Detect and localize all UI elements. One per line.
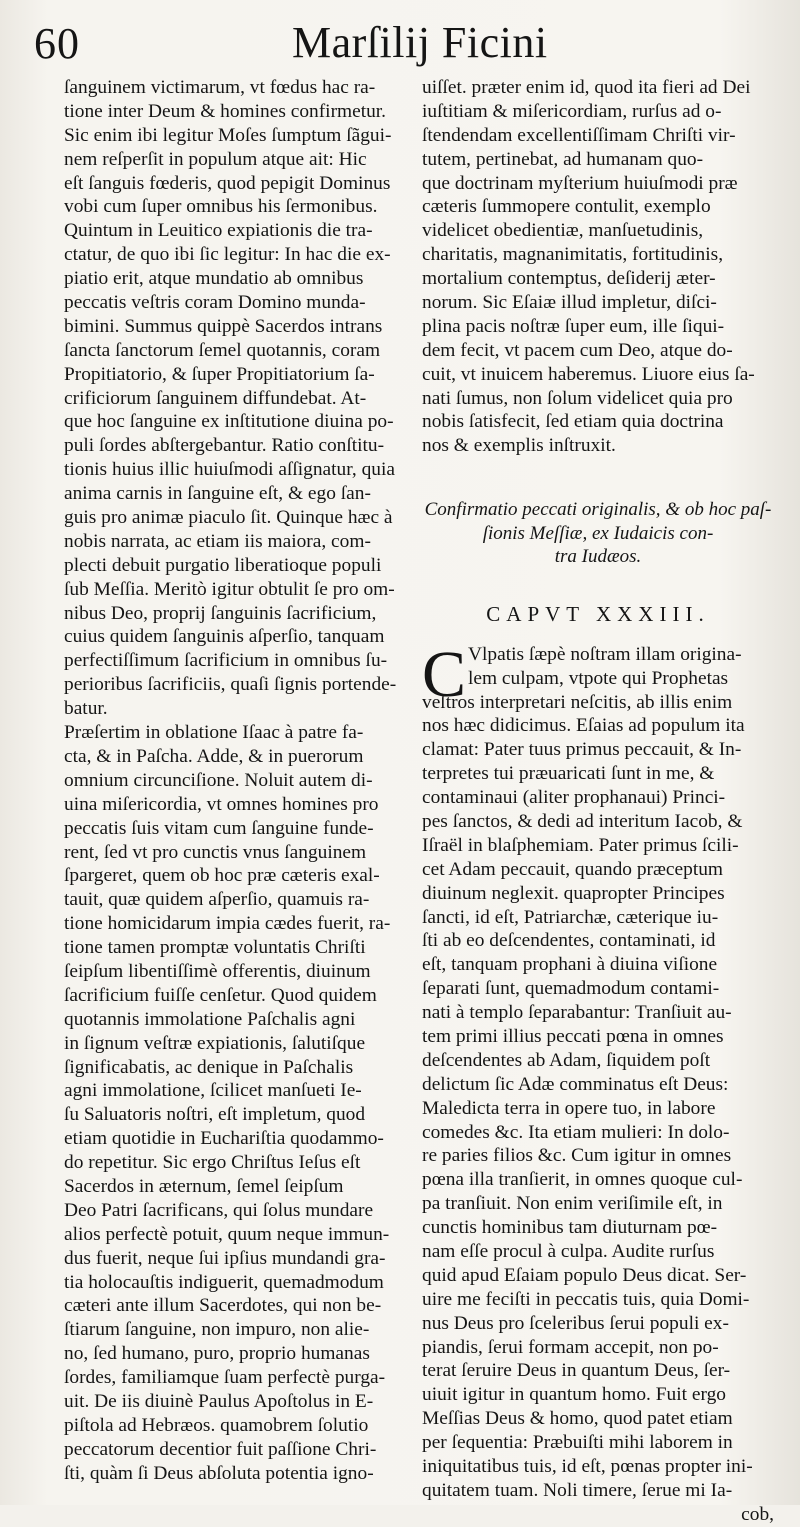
chapter-caption: [422, 498, 774, 569]
text-line: uire me feciſti in peccatis tuis, quia Domi-: [422, 1288, 750, 1310]
text-line: deſcendentes ab Adam, ſiquidem poſt: [422, 1049, 711, 1071]
text-line: tutem, pertinebat, ad humanam quo-: [422, 148, 704, 170]
text-line: ſeparati ſunt, quemadmodum contami-: [422, 978, 720, 1000]
text-line: nos hæc didicimus. Eſaias ad populum ita: [422, 715, 745, 737]
text-line: peccatorum decentior fuit paſſione Chri-: [64, 1438, 377, 1460]
text-line: Quintum in Leuitico expiationis die tra-: [64, 220, 373, 242]
text-line: tione tamen promptæ voluntatis Chriſti: [64, 937, 366, 959]
text-line: pœna illa tranſierit, in omnes quoque cul-: [422, 1169, 743, 1191]
text-line: uiſſet. præter enim id, quod ita fieri ad Dei: [422, 77, 751, 98]
text-line: ſtiarum ſanguine, non impuro, non alie-: [64, 1319, 370, 1341]
text-line: ſpargeret, quem ob hoc præ cæteris exal-: [64, 865, 380, 887]
text-line: mortalium contemptus, deſiderij æter-: [422, 268, 716, 290]
text-line: que hoc ſanguine ex inſtitutione diuina po-: [64, 411, 394, 433]
text-line: nati ſumus, non ſolum videlicet quia pro: [422, 387, 733, 409]
text-line: quotannis immolatione Paſchalis agni: [64, 1008, 356, 1030]
text-line: Sic enim ibi legitur Moſes ſumptum ſãgui-: [64, 124, 392, 146]
text-line: que doctrinam myſterium huiuſmodi præ: [422, 172, 738, 194]
text-line: Præſertim in oblatione Iſaac à patre fa-: [64, 722, 364, 744]
text-line: do repetitur. Sic ergo Chriſtus Ieſus eſt: [64, 1152, 361, 1174]
text-line: Meſſias Deus & homo, quod patet etiam: [422, 1408, 733, 1430]
page-number: 60: [34, 19, 80, 68]
text-line: nati à templo ſeparabantur: Tranſiuit au-: [422, 1002, 732, 1024]
text-line: nobis ſatisfecit, ſed etiam quia doctrina: [422, 411, 724, 433]
text-line: batur.: [64, 698, 108, 720]
text-line: norum. Sic Eſaiæ illud impletur, diſci-: [422, 292, 717, 314]
drop-cap: C: [422, 637, 467, 711]
text-line: tionis huius illic huiuſmodi aſſignatur, quia: [64, 459, 395, 481]
text-line: ctatur, de quo ibi ſic legitur: In hac die ex-: [64, 244, 391, 266]
text-line: iuſtitiam & miſericordiam, rurſus ad o-: [422, 100, 722, 122]
text-line: terpretes tui præuaricati ſunt in me, &: [422, 763, 715, 785]
text-line: piandis, ſerui formam accepit, non po-: [422, 1336, 719, 1358]
text-line: pes ſanctos, & dedi ad interitum Iacob, &: [422, 810, 743, 832]
text-line: tia holocauſtis indiguerit, quemadmodum: [64, 1271, 384, 1293]
text-line: ſanguinem victimarum, vt fœdus hac ra-: [64, 77, 376, 98]
text-line: peccatis ſuis vitam cum ſanguine funde-: [64, 817, 374, 839]
text-line: plecti debuit purgatio liberatioque populi: [64, 554, 382, 576]
text-line: veſtros interpretari neſcitis, ab illis enim: [422, 691, 733, 713]
text-line: ſub Meſſia. Meritò igitur obtulit ſe pro om-: [64, 578, 395, 600]
text-line: Deo Patri ſacrificans, qui ſolus mundare: [64, 1199, 374, 1221]
text-line: contaminaui (aliter prophanaui) Princi-: [422, 787, 726, 809]
text-line: cet Adam peccauit, quando præceptum: [422, 858, 723, 880]
text-line: uit. De iis diuinè Paulus Apoſtolus in E-: [64, 1390, 374, 1412]
text-line: ſancta ſanctorum ſemel quotannis, coram: [64, 339, 381, 361]
text-line: ſancti, id eſt, Patriarchæ, cæterique iu-: [422, 906, 719, 928]
page-header: [34, 14, 770, 74]
text-line: nobis narrata, ac etiam iis maiora, com-: [64, 530, 371, 552]
left-text-column: [64, 76, 400, 1486]
text-line: pa tranſiuit. Non enim veriſimile eſt, in: [422, 1193, 723, 1215]
text-line: tione inter Deum & homines confirmetur.: [64, 100, 387, 122]
text-line: Sacerdos in æternum, ſemel ſeipſum: [64, 1175, 344, 1197]
text-line: puli ſordes abſtergebantur. Ratio conſtitu-: [64, 435, 385, 457]
chapter-heading: CAPVT XXXIII.: [486, 601, 710, 626]
text-line: tem primi illius peccati pœna in omnes: [422, 1026, 724, 1047]
text-line: in ſignum veſtræ expiationis, ſalutiſque: [64, 1032, 366, 1054]
text-line: quid apud Eſaiam populo Deus dicat. Ser-: [422, 1264, 747, 1286]
text-line: iniquitatibus tuis, id eſt, pœnas propter ini-: [422, 1456, 753, 1478]
text-line: ſtendendam excellentiſſimam Chriſti vir-: [422, 124, 736, 146]
text-line: cuit, vt inuicem haberemus. Liuore eius ſa-: [422, 363, 755, 385]
text-line: Maledicta terra in opere tuo, in labore: [422, 1097, 716, 1119]
text-line: etiam quotidie in Euchariſtia quodammo-: [64, 1128, 384, 1150]
text-line: cæteri ante illum Sacerdotes, qui non be-: [64, 1295, 382, 1317]
text-line: re paries filios &c. Cum igitur in omnes: [422, 1145, 732, 1167]
text-line: eſt, tanquam prophani à diuina viſione: [422, 954, 718, 976]
catchword: cob,: [741, 1503, 774, 1525]
text-line: Confirmatio peccati originalis, & ob hoc paſ-: [424, 499, 772, 521]
text-line: nibus Deo, proprij ſanguinis ſacrificium,: [64, 602, 377, 624]
text-line: vobi cum ſuper omnibus his ſermonibus.: [64, 196, 378, 218]
text-line: tauit, quæ quidem aſperſio, quamuis ra-: [64, 889, 370, 911]
text-line: no, ſed humano, puro, proprio humanas: [64, 1343, 370, 1365]
text-line: ſeipſum libentiſſimè offerentis, diuinum: [64, 960, 371, 982]
text-line: lem culpam, vtpote qui Prophetas: [468, 667, 729, 689]
text-line: piatio erit, atque mundatio ab omnibus: [64, 268, 364, 290]
text-line: ſignificabatis, ac denique in Paſchalis: [64, 1056, 354, 1078]
text-line: ſionis Meſſiæ, ex Iudaicis con-: [482, 522, 714, 544]
right-column-top-paragraph: [422, 76, 774, 458]
text-line: ſordes, familiamque ſuam perfectè purga-: [64, 1367, 386, 1389]
text-line: agni immolatione, ſcilicet manſueti Ie-: [64, 1080, 362, 1102]
text-line: plina pacis noſtræ ſuper eum, ille ſiqui-: [422, 315, 725, 337]
text-line: charitatis, magnanimitatis, fortitudinis,: [422, 244, 724, 266]
text-line: nus Deus pro ſceleribus ſerui populi ex-: [422, 1312, 729, 1334]
text-line: videlicet obedientiæ, manſuetudinis,: [422, 220, 704, 242]
text-line: clamat: Pater tuus primus peccauit, & In-: [422, 739, 742, 761]
text-line: dus fuerit, neque ſui ipſius mundandi gra-: [64, 1247, 386, 1269]
running-head: Marſilij Ficini: [292, 18, 548, 67]
right-text-column: [422, 76, 774, 1527]
text-line: alios perfectè potuit, quum neque immun-: [64, 1223, 390, 1245]
text-line: delictum ſic Adæ comminatus eſt Deus:: [422, 1073, 729, 1095]
text-line: tione homicidarum impia cædes fuerit, ra-: [64, 913, 391, 935]
text-line: anima carnis in ſanguine eſt, & ego ſan-: [64, 483, 371, 505]
text-line: Vlpatis ſæpè noſtram illam origina-: [468, 643, 742, 665]
chapter-body: [422, 637, 774, 1503]
text-line: nos & exemplis inſtruxit.: [422, 435, 616, 457]
text-line: cuius quidem ſanguinis aſperſio, tanquam: [64, 626, 385, 648]
text-line: cta, & in Paſcha. Adde, & in puerorum: [64, 745, 364, 767]
text-line: piſtola ad Hebræos. quamobrem ſolutio: [64, 1414, 369, 1436]
text-line: Propitiatorio, & ſuper Propitiatorium ſa-: [64, 363, 375, 385]
text-line: nem reſperſit in populum atque ait: Hic: [64, 148, 367, 170]
text-line: ſti, quàm ſi Deus abſoluta potentia igno-: [64, 1462, 374, 1484]
text-line: omnium circunciſione. Noluit autem di-: [64, 769, 373, 791]
text-line: bimini. Summus quippè Sacerdos intrans: [64, 315, 383, 337]
text-line: eſt ſanguis fœderis, quod pepigit Dominus: [64, 172, 391, 194]
text-line: comedes &c. Ita etiam mulieri: In dolo-: [422, 1121, 730, 1143]
text-line: ſti ab eo deſcendentes, contaminati, id: [422, 930, 716, 952]
text-line: peccatis veſtris coram Domino munda-: [64, 292, 366, 314]
text-line: tra Iudæos.: [554, 546, 642, 568]
text-line: rent, ſed vt pro cunctis vnus ſanguinem: [64, 841, 367, 863]
text-line: perfectiſſimum ſacrificium in omnibus ſu-: [64, 650, 388, 672]
text-line: guis pro animæ piaculo ſit. Quinque hæc à: [64, 507, 393, 529]
text-line: dem fecit, vt pacem cum Deo, atque do-: [422, 339, 733, 361]
text-line: terat ſeruire Deus in quantum Deus, ſer-: [422, 1360, 731, 1382]
text-line: per ſequentia: Præbuiſti mihi laborem in: [422, 1432, 733, 1454]
text-line: crificiorum ſanguinem diffundebat. At-: [64, 387, 367, 409]
text-line: ſacrificium fuiſſe cenſetur. Quod quidem: [64, 984, 377, 1006]
text-line: perioribus ſacrificiis, quaſi ſignis portende-: [64, 674, 397, 696]
text-line: nam eſſe procul à culpa. Audite rurſus: [422, 1241, 715, 1263]
text-line: cunctis hominibus tam diuturnam pœ-: [422, 1217, 718, 1239]
text-line: ſu Saluatoris noſtri, eſt impletum, quod: [64, 1104, 366, 1126]
text-line: quitatem tuam. Noli timere, ſerue mi Ia-: [422, 1479, 733, 1501]
text-line: cæteris ſummopere contulit, exemplo: [422, 196, 711, 218]
text-line: uina miſericordia, vt omnes homines pro: [64, 793, 379, 815]
text-line: Iſraël in blaſphemiam. Pater primus ſcili-: [422, 834, 739, 856]
text-line: diuinum neglexit. quapropter Principes: [422, 882, 725, 904]
text-line: uiuit igitur in quantum homo. Fuit ergo: [422, 1384, 726, 1406]
